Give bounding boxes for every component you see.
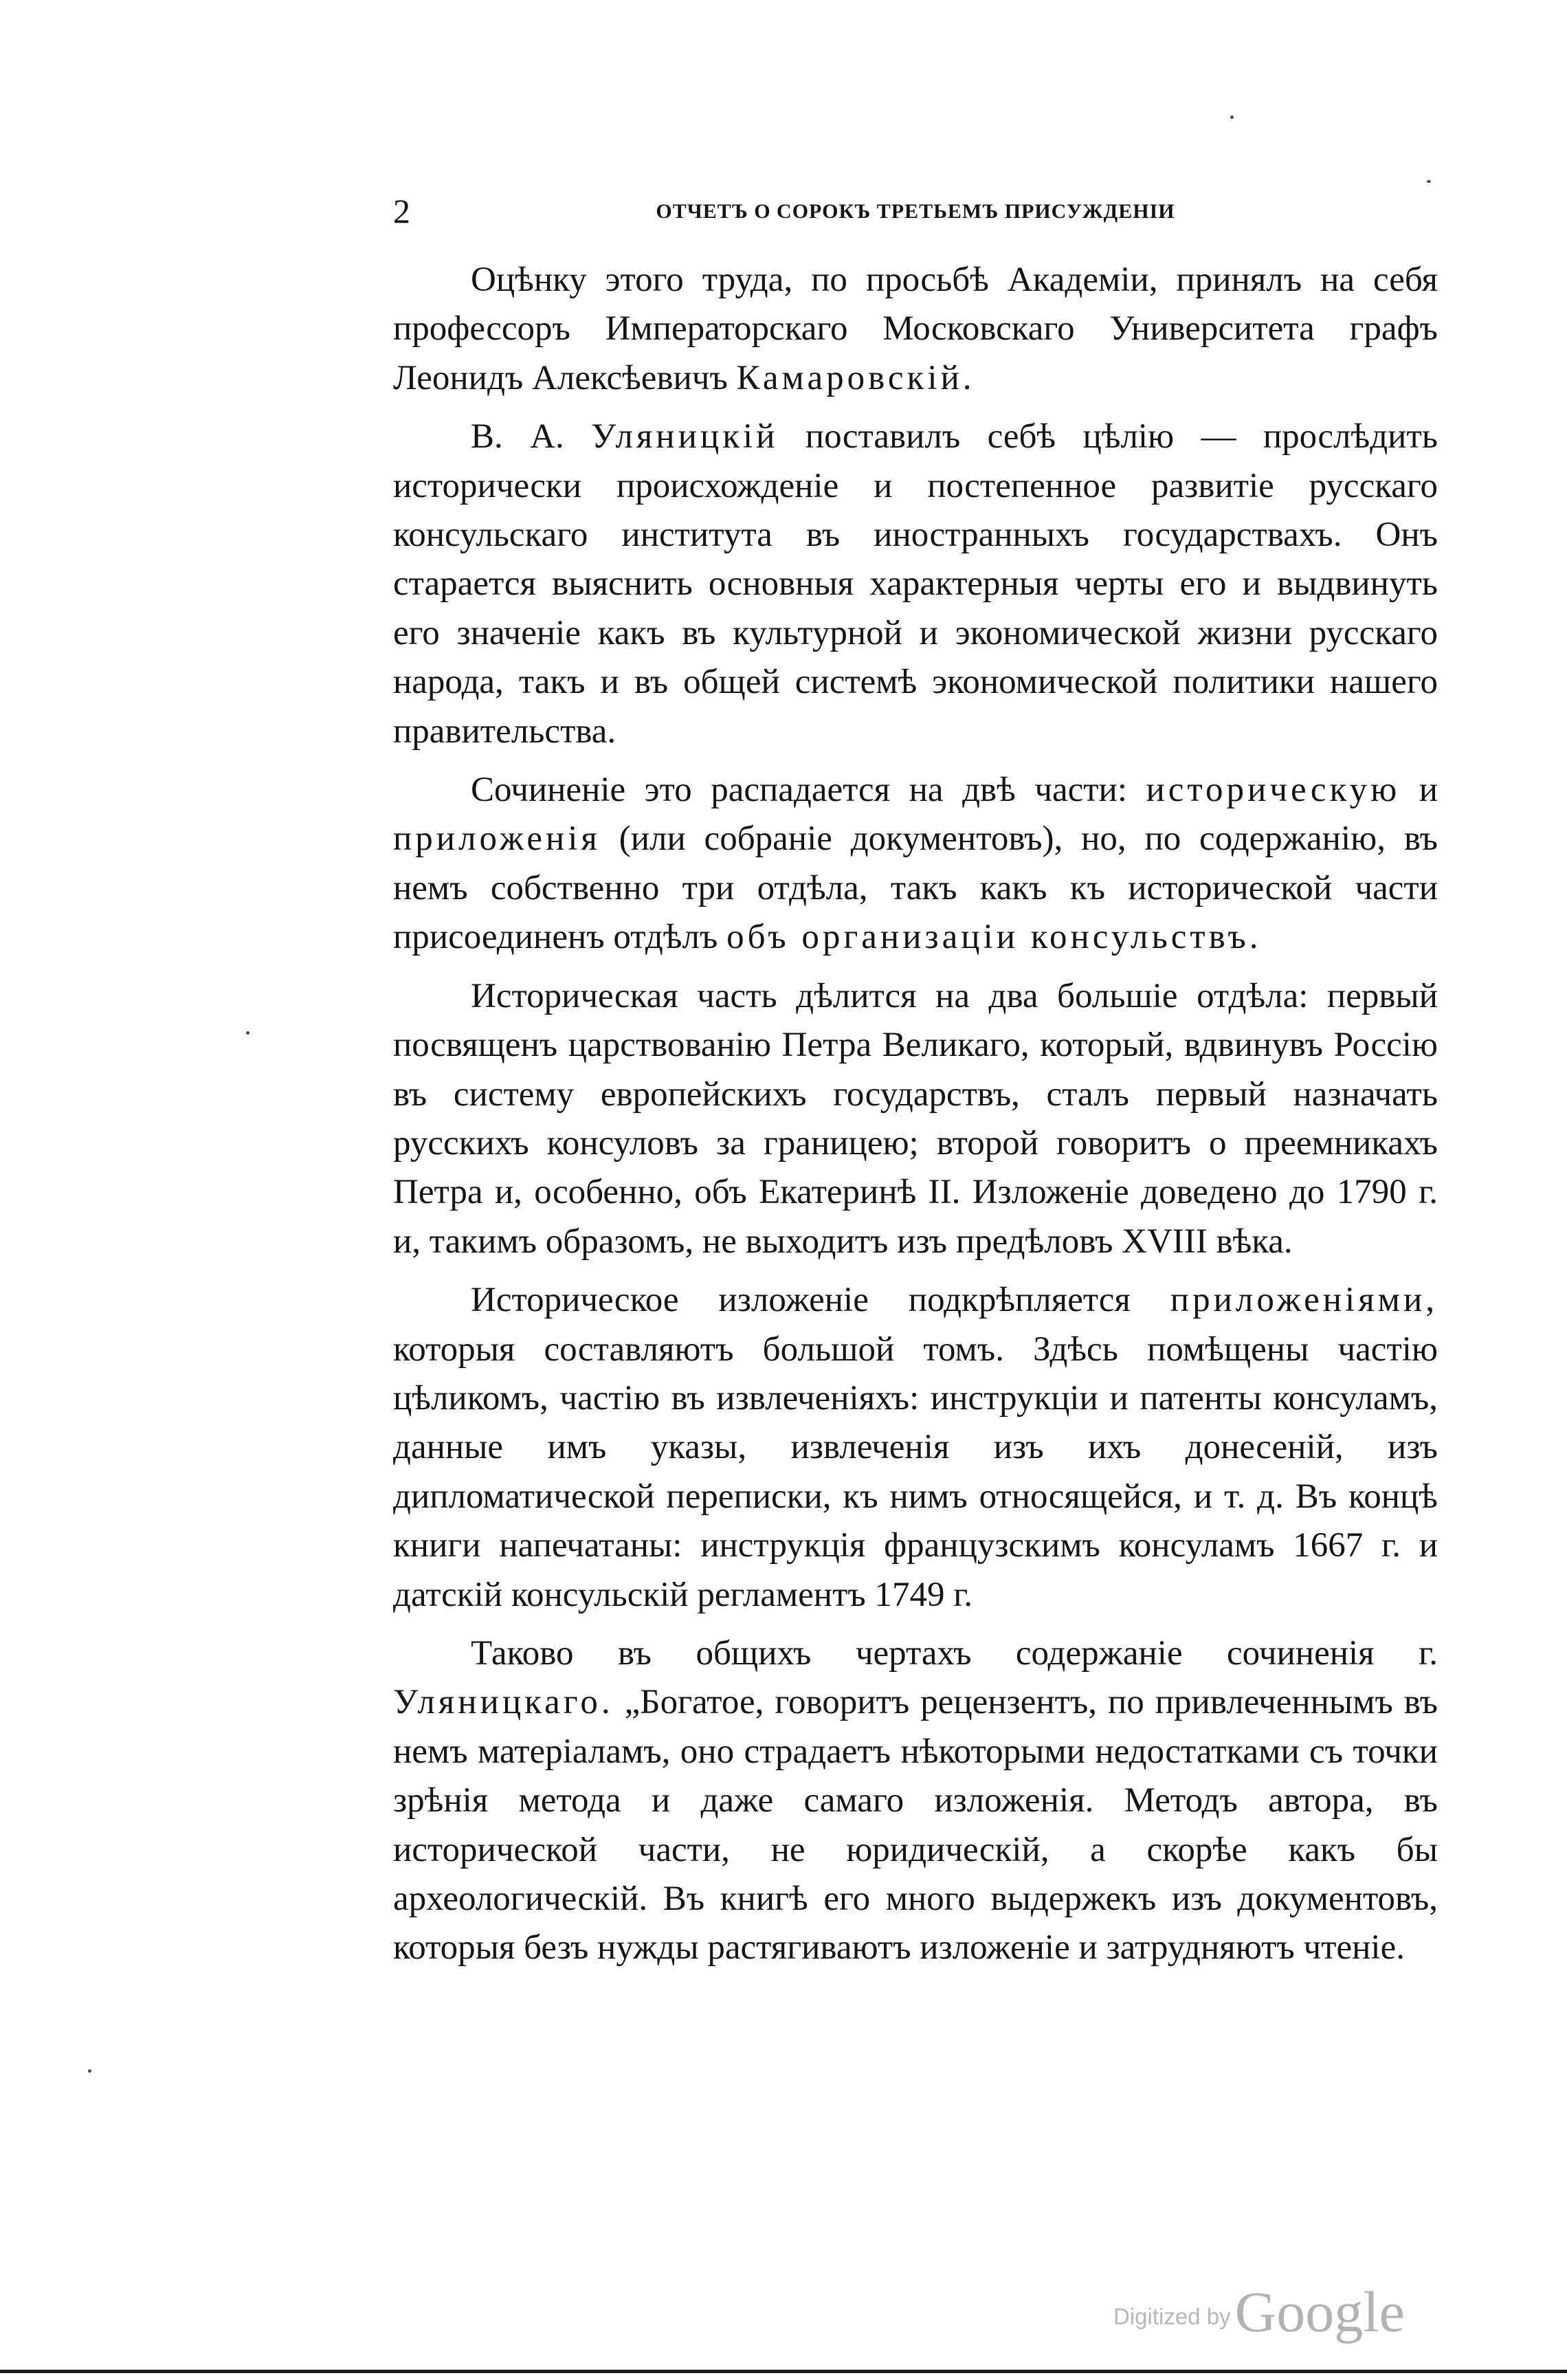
- page-number: 2: [393, 192, 410, 230]
- text-segment: и: [1400, 771, 1438, 810]
- spaced-emphasis: историческую: [1146, 771, 1401, 810]
- spaced-emphasis: Уляницкаго.: [393, 1683, 614, 1722]
- spaced-emphasis: Уляницкій: [591, 417, 779, 456]
- text-segment: Таково въ общихъ чертахъ содержаніе сочиненія г.: [471, 1633, 1438, 1673]
- text-segment: (или собраніе документовъ), но, по содержанію, въ немъ собственно три отдѣла, такъ какъ къ исторической части присоединенъ отдѣлъ: [393, 819, 1438, 957]
- spaced-emphasis: Камаровскій.: [736, 358, 975, 397]
- page-header: [393, 187, 1438, 235]
- paragraph: [393, 1629, 1438, 1973]
- spaced-emphasis: объ организаціи консульствъ.: [726, 918, 1262, 957]
- spaced-emphasis: приложеніями,: [1170, 1281, 1438, 1320]
- scan-speck: [88, 2069, 91, 2073]
- text-segment: поставилъ себѣ цѣлію — прослѣдить исторически происхожденіе и постепенное развитіе русскаго консульскаго института въ иностранныхъ государствахъ. Онъ старается выяснить основныя характерныя черты его и выдвинуть его значеніе какъ въ культурной и экономической жизни русскаго народа, такъ и въ общей системѣ экономической политики нашего правительства.: [393, 417, 1438, 751]
- paragraph: [393, 972, 1438, 1266]
- spaced-emphasis: приложенія: [393, 819, 601, 859]
- paragraph: [393, 766, 1438, 962]
- text-segment: Оцѣнку этого труда, по просьбѣ Академіи, принялъ на себя профессоръ Императорскаго Московскаго Университета графъ Леонидъ Алексѣевичъ: [393, 261, 1438, 397]
- body-text: [393, 256, 1438, 1983]
- scan-speck: [1427, 180, 1431, 183]
- bottom-edge-rule: [0, 2370, 1567, 2373]
- digitized-by-google-watermark: [1113, 2279, 1405, 2346]
- google-logo: Google: [1234, 2280, 1405, 2344]
- text-segment: „Богатое, говоритъ рецензентъ, по привлеченнымъ въ немъ матеріаламъ, оно страдаетъ нѣкоторыми недостатками съ точки зрѣнія метода и даже самаго изложенія. Методъ автора, въ исторической части, не юридическій, а скорѣе какъ бы археологическій. Въ книгѣ его много выдержекъ изъ документовъ, которыя безъ нужды растягиваютъ изложеніе и затрудняютъ чтеніе.: [393, 1683, 1438, 1968]
- text-segment: которыя составляютъ большой томъ. Здѣсь помѣщены частію цѣликомъ, частію въ извлеченіяхъ: инструкціи и патенты консуламъ, данные имъ указы, извлеченія изъ ихъ донесеній, изъ дипломатической переписки, къ нимъ относящейся, и т. д. Въ концѣ книги напечатаны: инструкція французскимъ консуламъ 1667 г. и датскій консульскій регламентъ 1749 г.: [393, 1330, 1438, 1614]
- text-segment: Историческое изложеніе подкрѣпляется: [471, 1281, 1170, 1320]
- text-segment: Сочиненіе это распадается на двѣ части:: [471, 771, 1146, 810]
- running-head: ОТЧЕТЪ О СОРОКЪ ТРЕТЬЕМЪ ПРИСУЖДЕНІИ: [656, 200, 1175, 223]
- paragraph: [393, 256, 1438, 403]
- text-segment: Историческая часть дѣлится на два большіе отдѣла: первый посвященъ царствованію Петра Великаго, который, вдвинувъ Россію въ систему европейскихъ государствъ, сталъ первый назначать русскихъ консуловъ за границею; второй говоритъ о преемникахъ Петра и, особенно, объ Екатеринѣ II. Изложеніе доведено до 1790 г. и, такимъ образомъ, не выходитъ изъ предѣловъ XVIII вѣка.: [393, 976, 1438, 1261]
- watermark-prefix: Digitized by: [1113, 2304, 1231, 2329]
- text-segment: В. А.: [471, 417, 592, 456]
- paragraph: [393, 1276, 1438, 1620]
- paragraph: [393, 412, 1438, 756]
- scan-speck: [246, 1031, 249, 1035]
- scan-speck: [1230, 115, 1234, 119]
